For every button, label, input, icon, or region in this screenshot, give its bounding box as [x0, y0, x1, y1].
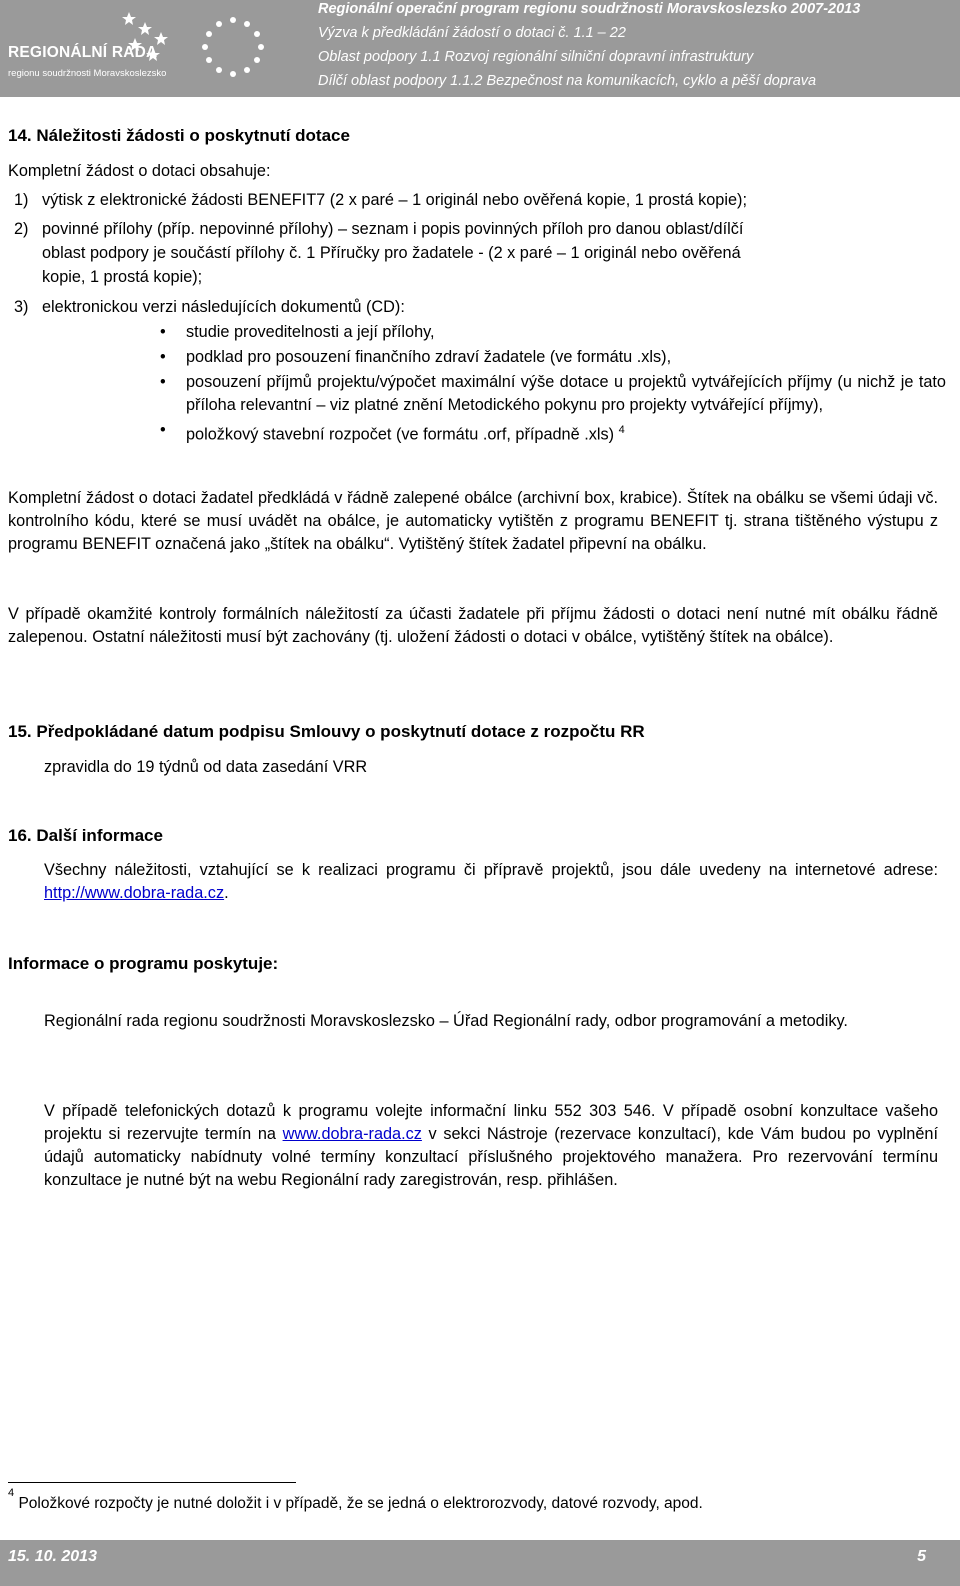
header-call: Výzva k předkládání žádostí o dotaci č. 1.1 – 22 [318, 25, 626, 41]
bullet-icon: • [160, 348, 166, 366]
section-16-title: 16. Další informace [8, 826, 163, 845]
section-14-intro: Kompletní žádost o dotaci obsahuje: [8, 162, 271, 180]
item-3-number: 3) [14, 298, 29, 316]
info-paragraph-2: V případě telefonických dotazů k programu volejte informační linku 552 303 546. V případě osobní konzultace vašeho projektu si rezervujte termín na www.dobra-rada.cz v sekci Nástroje (rezervace konzultací), kde Vám budou po vyplnění údajů automaticky nabídnuty volné termíny konzultací příslušného projektového manažera. Pro rezervování termínu konzultace je nutné být na webu Regionální rady zaregistrován, resp. přihlášen. [44, 1102, 938, 1189]
section-14-title: 14. Náležitosti žádosti o poskytnutí dotace [8, 126, 350, 145]
bullet-icon: • [160, 421, 166, 439]
list-item: • podklad pro posouzení finančního zdraví žadatele (ve formátu .xls), [186, 346, 946, 369]
footer-band [0, 1540, 960, 1586]
footnote [8, 1487, 703, 1513]
eu-flag-stars-icon [198, 14, 268, 80]
bullet-icon: • [160, 373, 166, 391]
item-1-text: výtisk z elektronické žádosti BENEFIT7 (2 x paré – 1 originál nebo ověřená kopie, 1 prostá kopie); [42, 191, 747, 209]
section-15-title: 15. Předpokládané datum podpisu Smlouvy o poskytnutí dotace z rozpočtu RR [8, 722, 645, 741]
header-band [0, 0, 960, 97]
header-program: Regionální operační program regionu soudržnosti Moravskoslezsko 2007-2013 [318, 1, 861, 17]
item-2-line-3: kopie, 1 prostá kopie); [42, 268, 203, 286]
logo-subtitle: regionu soudržnosti Moravskoslezsko [8, 68, 167, 79]
item-2-line-2: oblast podpory je součástí přílohy č. 1 Příručky pro žadatele - (2 x paré – 1 originál nebo ověřená [42, 244, 741, 262]
footnote-text: Položkové rozpočty je nutné doložit i v případě, že se jedná o elektrorozvody, datové rozvody, apod. [18, 1495, 703, 1513]
logo [8, 44, 166, 79]
info-title: Informace o programu poskytuje: [8, 954, 279, 973]
footnote-divider [8, 1482, 296, 1483]
footnote-ref: 4 [618, 424, 625, 436]
info-paragraph-1: Regionální rada regionu soudržnosti Moravskoslezsko – Úřad Regionální rady, odbor programování a metodiky. [44, 1012, 848, 1030]
header-area: Oblast podpory 1.1 Rozvoj regionální silniční dopravní infrastruktury [318, 49, 754, 65]
list-item: • studie proveditelnosti a její přílohy, [186, 321, 946, 344]
logo-title: REGIONÁLNÍ RADA [8, 44, 158, 61]
header-subarea: Dílčí oblast podpory 1.1.2 Bezpečnost na komunikacích, cyklo a pěší doprava [318, 73, 817, 89]
website-link[interactable]: http://www.dobra-rada.cz [44, 884, 225, 902]
reservation-link[interactable]: www.dobra-rada.cz [282, 1125, 422, 1143]
formal-check-paragraph: V případě okamžité kontroly formálních náležitostí za účasti žadatele při příjmu žádosti o dotaci není nutné mít obálku řádně zalepenou. Ostatní náležitosti musí být zachovány (tj. uložení žádosti o dotaci v obálce, vytištěný štítek na obálce). [8, 605, 938, 646]
item-1-number: 1) [14, 191, 29, 209]
item-2-line-1: povinné přílohy (příp. nepovinné přílohy) – seznam i popis povinných příloh pro danou oblast/dílčí [42, 220, 744, 238]
list-item: • položkový stavební rozpočet (ve formátu .orf, případně .xls) $^4$ [160, 421, 625, 444]
cd-documents-list [160, 321, 946, 446]
footnote-number: 4 [8, 1487, 15, 1499]
page-number: 5 [917, 1548, 926, 1565]
bullet-icon: • [160, 323, 166, 341]
section-16-text: Všechny náležitosti, vztahující se k realizaci programu či přípravě projektů, jsou dále uvedeny na internetové adrese: http://www.dobra-rada.cz. [44, 861, 938, 902]
item-3-text: elektronickou verzi následujících dokumentů (CD): [42, 298, 405, 316]
item-2-number: 2) [14, 220, 29, 238]
list-item: • posouzení příjmů projektu/výpočet maximální výše dotace u projektů vytvářejících příjmy (u nichž je tato příloha relevantní – viz platné znění Metodického pokynu pro projekty vytvářející příjmy), [160, 373, 946, 414]
section-15-text: zpravidla do 19 týdnů od data zasedání VRR [44, 758, 368, 776]
envelope-paragraph: Kompletní žádost o dotaci žadatel předkládá v řádně zalepené obálce (archivní box, krabice). Štítek na obálku se všemi údaji vč. kontrolního kódu, které se musí uvádět na obálce, je automaticky vytištěn z programu BENEFIT tj. strana tištěného výstupu z programu BENEFIT označená jako „štítek na obálku“. Vytištěný štítek žadatel připevní na obálku. [8, 489, 938, 553]
footer-date: 15. 10. 2013 [8, 1548, 97, 1565]
